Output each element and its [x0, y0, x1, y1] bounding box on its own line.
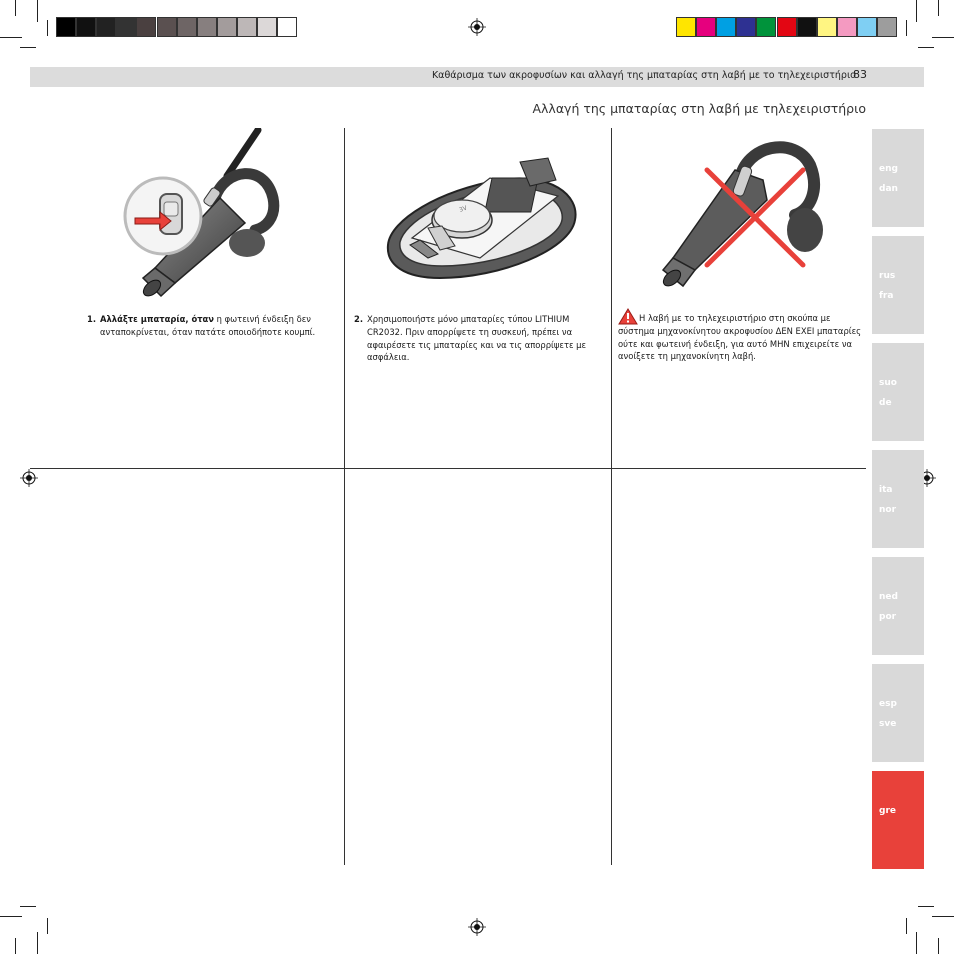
warning-note — [618, 309, 868, 363]
gray-swatch — [257, 17, 277, 37]
step-2 — [354, 313, 589, 364]
language-tab-ned[interactable] — [872, 557, 924, 655]
gray-swatch — [277, 17, 297, 37]
language-code: dan — [879, 184, 898, 194]
handle-battery-illustration — [115, 128, 295, 303]
color-swatch — [797, 17, 817, 37]
registration-mark-icon — [468, 18, 486, 36]
language-code: nor — [879, 505, 897, 515]
gray-swatch — [116, 17, 136, 37]
color-swatch — [837, 17, 857, 37]
gray-swatch — [157, 17, 177, 37]
registration-mark-icon — [468, 918, 486, 936]
color-swatch — [716, 17, 736, 37]
warning-text: Η λαβή με το τηλεχειριστήριο στη σκούπα με σύστημα μηχανοκίνητου ακροφυσίου ΔΕΝ ΕΧΕΙ μπαταρίες ούτε και φωτεινή ένδειξη, για αυτό ΜΗΝ επιχειρείτε να ανοίξετε τη μηχανοκίνητη λαβή. — [618, 313, 862, 362]
warning-icon — [618, 308, 638, 325]
language-code: por — [879, 612, 897, 622]
color-swatch — [877, 17, 897, 37]
gray-swatch — [56, 17, 76, 37]
language-code: eng — [879, 164, 898, 174]
language-code: esp — [879, 699, 897, 709]
gray-swatch — [197, 17, 217, 37]
color-swatch — [817, 17, 837, 37]
language-tab-eng[interactable] — [872, 129, 924, 227]
language-code: fra — [879, 291, 894, 301]
language-code: suo — [879, 378, 897, 388]
gray-swatch — [217, 17, 237, 37]
gray-swatch — [96, 17, 116, 37]
color-swatch — [756, 17, 776, 37]
language-tab-ita[interactable] — [872, 450, 924, 548]
column-divider — [611, 128, 612, 865]
header-title: Καθάρισμα των ακροφυσίων και αλλαγή της μπαταρίας στη λαβή με το τηλεχειριστήριο — [431, 70, 856, 81]
registration-mark-icon — [20, 469, 38, 487]
motorized-handle-crossed-illustration — [655, 130, 830, 295]
gray-swatch — [177, 17, 197, 37]
language-code: ita — [879, 485, 893, 495]
step-1-bold: Αλλάξτε μπαταρία, όταν — [100, 314, 215, 324]
step-1-text: η φωτεινή ένδειξη δεν ανταποκρίνεται, όταν πατάτε οποιοδήποτε κουμπί. — [100, 314, 316, 337]
color-swatch — [696, 17, 716, 37]
column-divider — [344, 128, 345, 865]
language-code: sve — [879, 719, 897, 729]
color-swatch — [736, 17, 756, 37]
battery-label: 3V — [458, 204, 469, 214]
language-tab-suo[interactable] — [872, 343, 924, 441]
color-swatch — [777, 17, 797, 37]
page-number: 83 — [853, 68, 867, 81]
step-1 — [87, 313, 327, 339]
section-title: Αλλαγή της μπαταρίας στη λαβή με τηλεχειριστήριο — [532, 101, 866, 116]
gray-swatch — [136, 17, 156, 37]
step-2-text: Χρησιμοποιήστε μόνο μπαταρίες τύπου LITHIUM CR2032. Πριν απορρίψετε τη συσκευή, πρέπει να αφαιρέσετε τις μπαταρίες και να τις απορρίψετε με ασφάλεια. — [367, 314, 587, 363]
coin-battery-illustration — [380, 150, 585, 290]
gray-swatch — [237, 17, 257, 37]
gray-swatch — [76, 17, 96, 37]
language-code: rus — [879, 271, 896, 281]
language-tab-rus[interactable] — [872, 236, 924, 334]
language-tab-gre[interactable] — [872, 771, 924, 869]
language-tab-esp[interactable] — [872, 664, 924, 762]
step-number: 2. — [354, 314, 364, 324]
language-code: gre — [879, 806, 896, 816]
color-swatch — [676, 17, 696, 37]
color-swatch — [857, 17, 877, 37]
row-divider — [30, 468, 866, 469]
language-code: de — [879, 398, 892, 408]
step-number: 1. — [87, 314, 97, 324]
language-code: ned — [879, 592, 898, 602]
